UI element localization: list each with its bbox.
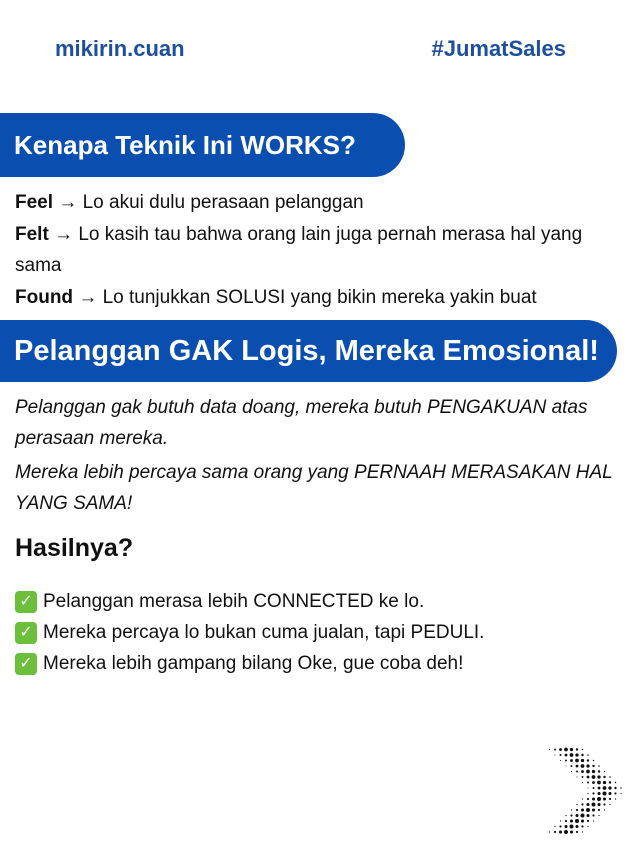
arrow-icon: →: [54, 223, 74, 245]
term-label: Found: [15, 286, 74, 308]
check-mark-icon: ✓: [15, 622, 37, 644]
check-mark-icon: ✓: [15, 653, 37, 675]
hashtag: #JumatSales: [431, 36, 566, 61]
quote-list: [15, 392, 630, 522]
term-label: Feel: [15, 192, 54, 213]
section-title-banner: [0, 320, 617, 382]
results-list: [15, 586, 630, 679]
check-mark-icon: ✓: [15, 591, 37, 613]
section-title: Kenapa Teknik Ini WORKS?: [14, 129, 356, 160]
list-item: [15, 187, 630, 219]
section-title: Pelanggan GAK Logis, Mereka Emosional!: [14, 334, 599, 367]
dotted-chevron-right-icon[interactable]: [540, 740, 630, 840]
list-item: [15, 586, 630, 617]
header: [0, 36, 640, 66]
item-text: Lo akui dulu perasaan pelanggan: [77, 192, 364, 213]
list-item: [15, 282, 630, 314]
item-text: Lo kasih tau bahwa orang lain juga pernah merasa hal yang sama: [15, 223, 583, 276]
item-text: Mereka lebih gampang bilang Oke, gue coba deh!: [43, 653, 464, 674]
arrow-icon: →: [58, 192, 78, 213]
quote-text: Pelanggan gak butuh data doang, mereka butuh PENGAKUAN atas perasaan mereka.: [15, 397, 588, 449]
list-item: [15, 219, 630, 282]
brand-name: mikirin.cuan: [55, 36, 185, 61]
arrow-icon: →: [78, 286, 98, 308]
list-item: [15, 617, 630, 648]
item-text: Lo tunjukkan SOLUSI yang bikin mereka yakin buat: [97, 286, 537, 308]
list-item: [15, 648, 630, 679]
feel-felt-found-list: [15, 187, 630, 313]
item-text: Mereka percaya lo bukan cuma jualan, tapi PEDULI.: [43, 622, 485, 643]
term-label: Felt: [15, 223, 49, 245]
results-heading: Hasilnya?: [15, 534, 134, 562]
item-text: Pelanggan merasa lebih CONNECTED ke lo.: [43, 591, 425, 612]
section-title-banner: [0, 113, 405, 177]
quote-text: Mereka lebih percaya sama orang yang PERNAAH MERASAKAN HAL YANG SAMA!: [15, 462, 613, 514]
